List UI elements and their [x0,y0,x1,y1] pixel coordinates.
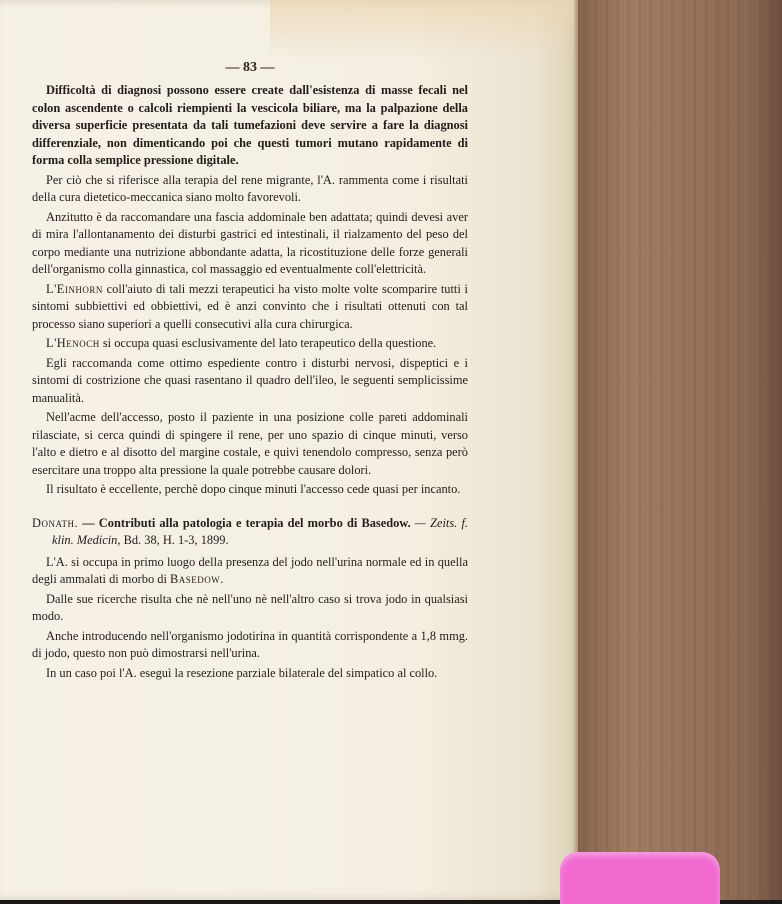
author-name: L'Einhorn [46,281,103,296]
paragraph-text: si occupa quasi esclusivamente del lato terapeutico della questione. [102,336,437,350]
paragraph [32,335,468,353]
paragraph: L'A. si occupa in primo luogo della presenza del jodo nell'urina normale ed in quella degli ammalati di morbo di Basedow. [32,554,468,586]
paragraph-text: L'A. si occupa in primo luogo della presenza del jodo nell'urina normale ed in quella degli ammalati di morbo di [32,554,468,586]
reference-title: — Contributi alla patologia e terapia del morbo di Basedow. [82,515,411,530]
paragraph: In un caso poi l'A. eseguì la resezione parziale bilaterale del simpatico al collo. [46,665,438,680]
author-name: L'Henoch [46,336,100,350]
reference-citation [32,515,468,550]
page-discoloration [270,0,580,60]
paragraph-text: coll'aiuto di tali mezzi terapeutici ha visto molte volte scomparire tutti i sintomi subbiettivi ed obbiettivi, ed è anzi convinto che i risultati ottenuti con tal processo siano superiori a quelli consecutivi alla cura chirurgica. [32,281,468,331]
paragraph: Anche introducendo nell'organismo jodotirina in quantità corrispondente a 1,8 mmg. di jodo, questo non può dimostrarsi nell'urina. [32,628,468,660]
paragraph: Nell'acme dell'accesso, posto il paziente in una posizione colle pareti addominali rilasciate, si cerca quindi di spingere il rene, per uno spazio di cinque minuti, verso l'alto e dietro e al disotto del margine costale, e quivi tenendolo compresso, senza però esercitare una troppo alta pressione la quale potrebbe causare dolori. [32,410,468,477]
paragraph: Anzitutto è da raccomandare una fascia addominale ben adattata; quindi devesi aver di mira l'allontanamento dei disturbi gastrici ed intestinali, il rialzamento del peso del corpo mediante una nutrizione abbondante adatta, la ricostituzione delle forze generali dell'organismo colla ginnastica, col massaggio ed eventualmente coll'elettricità. [32,209,468,276]
page-number: — 83 — [225,60,275,75]
reference-details: Bd. 38, H. 1-3, 1899. [123,533,229,547]
disease-name: Basedow [170,572,221,586]
paragraph: Egli raccomanda come ottimo espediente contro i disturbi nervosi, dispeptici e i sintomi di costrizione che quasi rasentano il quadro dell'ileo, le seguenti semplicissime manualità. [32,355,468,405]
paragraph: Difficoltà di diagnosi possono essere create dall'esistenza di masse fecali nel colon ascendente o calcoli riempienti la vescicola biliare, ma la palpazione della diversa superficie presentata da tali tumefazioni deve servire a fare la diagnosi differenziale, non dimenticando poi che questi tumori mutano rapidamente di forma colla semplice pressione digitale. [32,83,468,167]
page-body [32,82,468,684]
paragraph: Il risultato è eccellente, perchè dopo cinque minuti l'accesso cede quasi per incanto. [46,482,461,496]
book-cover [578,0,782,900]
reference-journal: — Zeits. f. klin. Medicin, [52,515,468,547]
paragraph: Per ciò che si riferisce alla terapia del rene migrante, l'A. rammenta come i risultati della cura dietetico-meccanica siano molto favorevoli. [32,172,468,204]
paragraph [32,281,468,334]
reference-author: Donath. [32,515,79,530]
pink-bookmark-tab [560,852,720,904]
paragraph: Dalle sue ricerche risulta che nè nell'uno nè nell'altro caso si trova jodo in qualsiasi modo. [32,591,468,623]
